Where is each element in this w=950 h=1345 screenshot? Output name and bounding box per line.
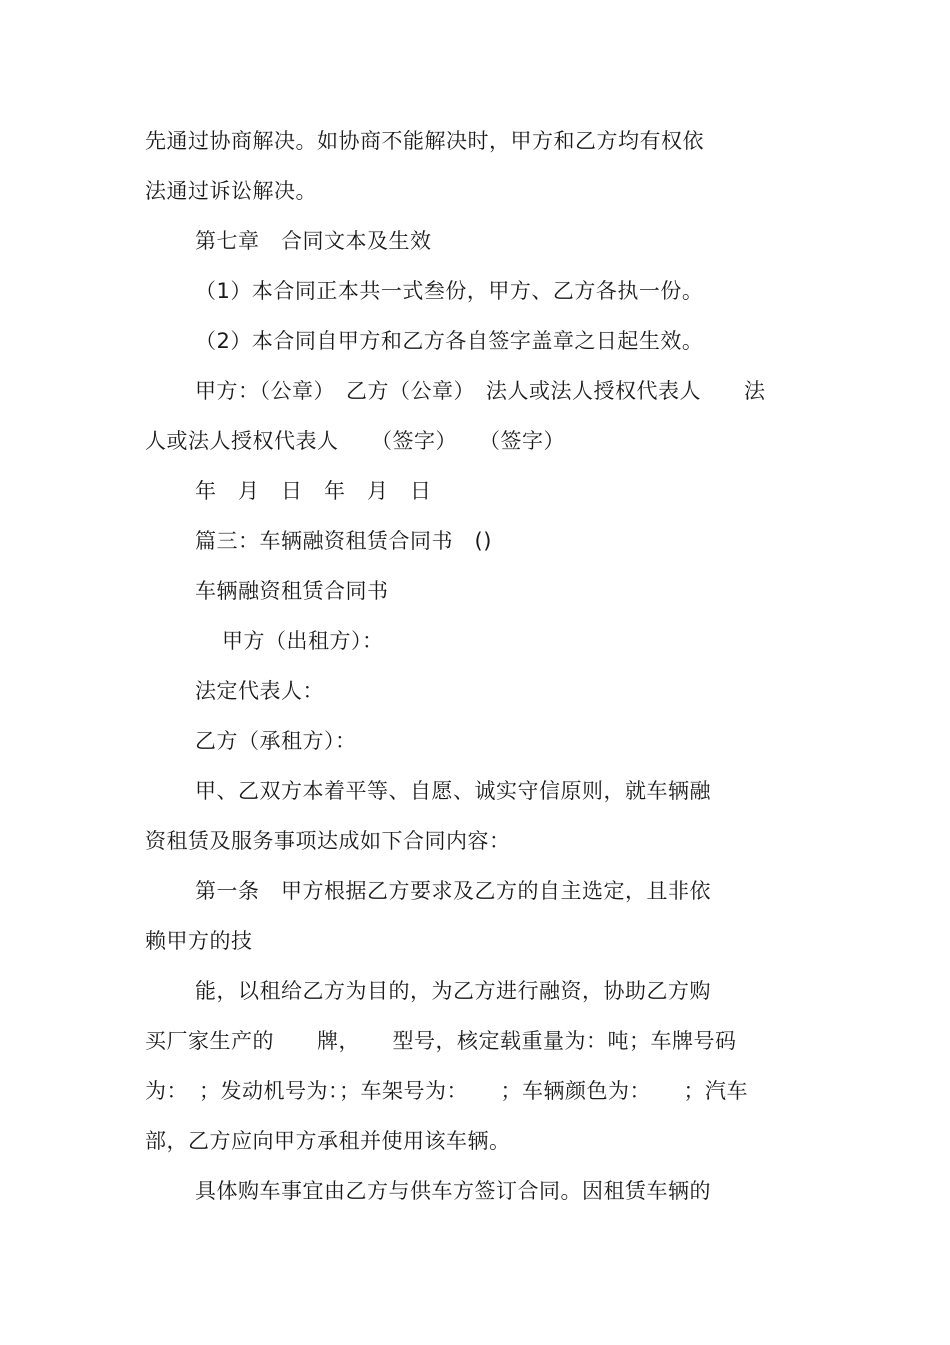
paragraph-line: 为： ；发动机号为：；车架号为： ；车辆颜色为： ；汽车 <box>145 1079 748 1103</box>
paragraph-line: 甲、乙双方本着平等、自愿、诚实守信原则，就车辆融 <box>195 779 711 803</box>
paragraph-line: 能，以租给乙方为目的，为乙方进行融资，协助乙方购 <box>195 979 711 1003</box>
paragraph-line: 资租赁及服务事项达成如下合同内容： <box>145 829 511 853</box>
paragraph-line: 买厂家生产的 牌， 型号，核定载重量为：吨；车牌号码 <box>145 1029 737 1053</box>
party-a-line: 甲方（出租方）： <box>222 629 384 653</box>
article-line: 第一条 甲方根据乙方要求及乙方的自主选定，且非依 <box>195 879 711 903</box>
contract-title: 车辆融资租赁合同书 <box>195 579 389 603</box>
signature-line: 甲方：（公章） 乙方（公章） 法人或法人授权代表人 法 <box>195 379 766 403</box>
chapter-heading: 第七章 合同文本及生效 <box>195 229 432 253</box>
paragraph-line: 具体购车事宜由乙方与供车方签订合同。因租赁车辆的 <box>195 1179 711 1203</box>
paragraph-line: 赖甲方的技 <box>145 929 253 953</box>
party-b-line: 乙方（承租方）： <box>195 729 357 753</box>
date-line: 年 月 日 年 月 日 <box>195 479 432 503</box>
legal-representative-line: 法定代表人： <box>195 679 324 703</box>
signature-line: 人或法人授权代表人 （签字） （签字） <box>145 429 565 453</box>
paragraph-line: 法通过诉讼解决。 <box>145 179 317 203</box>
paragraph-line: 部，乙方应向甲方承租并使用该车辆。 <box>145 1129 511 1153</box>
section-heading: 篇三：车辆融资租赁合同书 () <box>195 529 492 553</box>
clause-line: （1）本合同正本共一式叁份，甲方、乙方各执一份。 <box>195 279 704 303</box>
paragraph-line: 先通过协商解决。如协商不能解决时，甲方和乙方均有权依 <box>145 129 704 153</box>
clause-line: （2）本合同自甲方和乙方各自签字盖章之日起生效。 <box>195 329 704 353</box>
